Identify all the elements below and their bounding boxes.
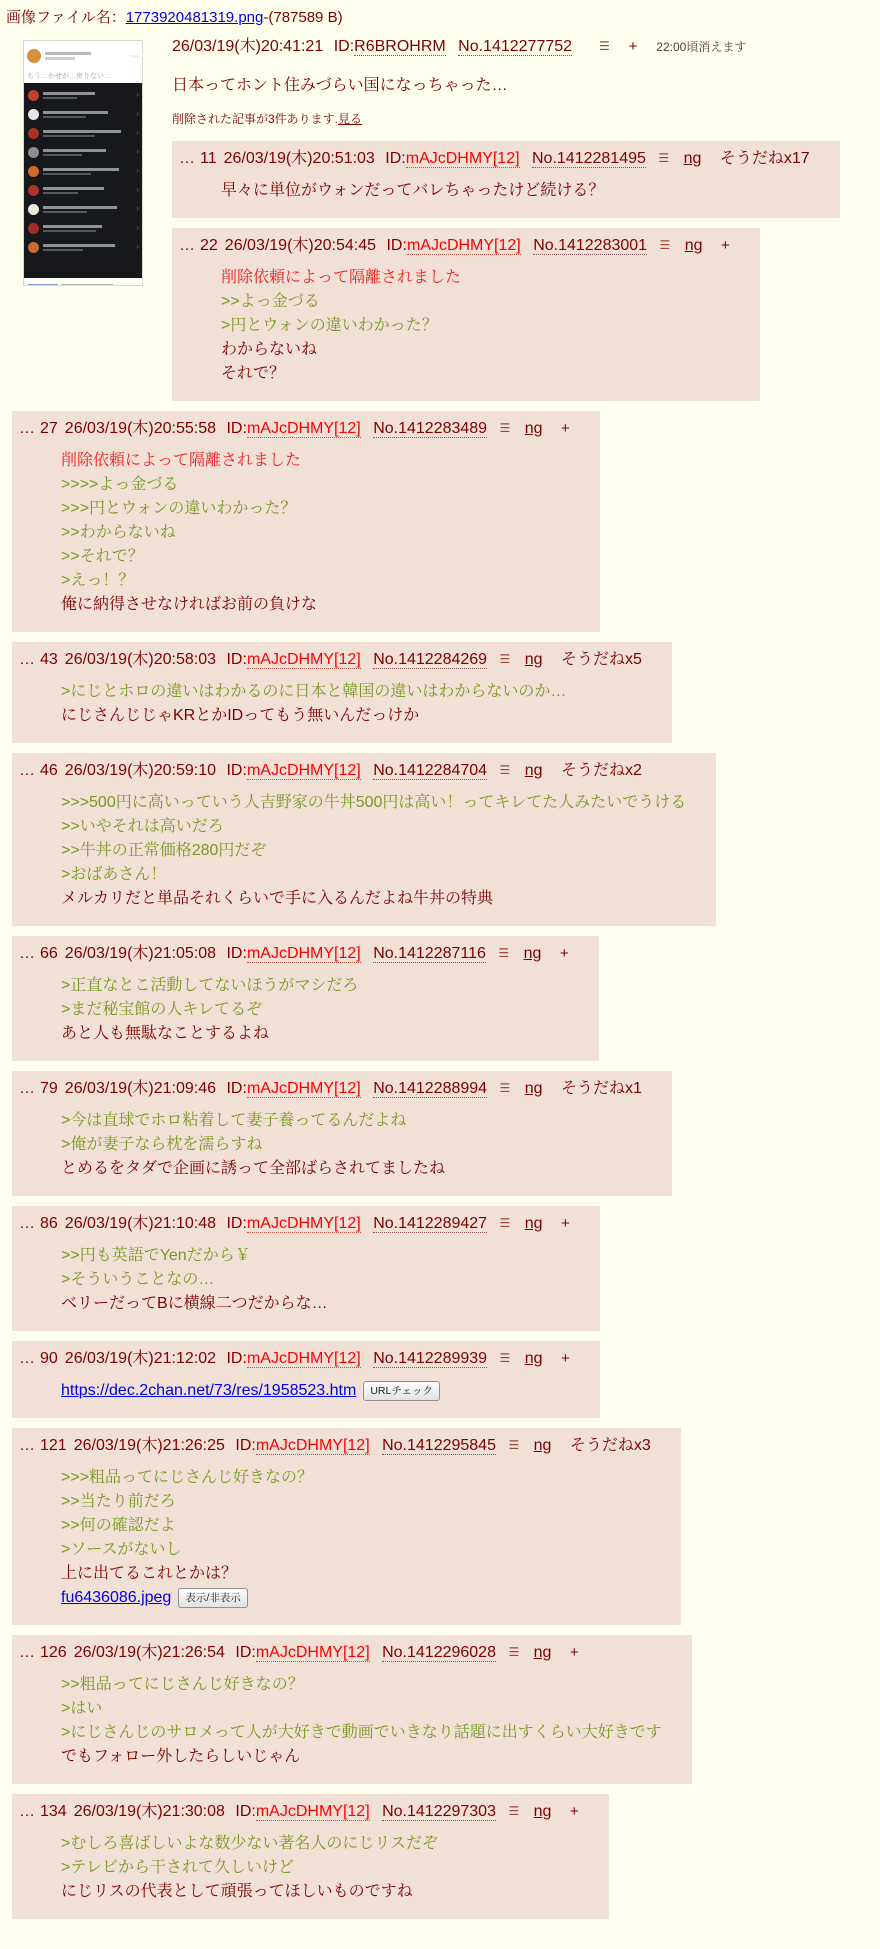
menu-list-icon[interactable]: ☰ [499,1081,511,1095]
deletion-alert-line: 削除依頼によって隔離されました [61,452,302,469]
reply-body [61,1466,651,1610]
menu-list-icon[interactable]: ☰ [499,1351,511,1365]
reply-body [61,974,569,1046]
op-header [172,35,874,58]
reply-marker: … [19,1644,35,1661]
menu-list-icon[interactable]: ☰ [598,39,610,53]
op-no-link[interactable]: No.1412277752 [458,38,573,55]
channel-avatar [28,90,39,101]
post-text-line: 俺に納得させなければお前の負けな [61,596,318,613]
greentext-line: >>何の確認だよ [61,1517,176,1534]
plus-button[interactable]: + [561,420,570,437]
greentext-line: >>当たり前だろ [61,1493,176,1510]
reply-no-link[interactable]: No.1412289427 [373,1215,488,1232]
reply-number: 90 [40,1350,58,1367]
greentext-line: >おばあさん！ [61,866,167,883]
reply-post [12,642,672,743]
image-filename-label: 画像ファイル名： [6,9,126,26]
ng-link[interactable]: ng [524,1350,543,1367]
reply-id[interactable]: ID:mAJcDHMY[12] [226,1080,361,1097]
post-link[interactable]: fu6436086.jpeg [61,1589,172,1606]
reply-marker: … [19,1803,35,1820]
reply-id[interactable]: ID:mAJcDHMY[12] [226,945,361,962]
post-link[interactable]: https://dec.2chan.net/73/res/1958523.htm [61,1382,357,1399]
menu-list-icon[interactable]: ☰ [508,1804,520,1818]
channel-avatar [28,109,39,120]
show-deleted-link[interactable]: 見る [338,112,363,126]
sodane-count[interactable]: そうだねx17 [719,150,810,167]
reply-body [221,266,730,386]
reply-header [179,148,810,169]
menu-list-icon[interactable]: ☰ [499,1216,511,1230]
ng-link[interactable]: ng [523,945,542,962]
reply-post [12,1071,672,1196]
greentext-line: >>>粗品ってにじさんじ好きなの？ [61,1469,314,1486]
ng-link[interactable]: ng [524,651,543,668]
reply-body [61,1673,662,1769]
greentext-line: >>>円とウォンの違いわかった？ [61,500,297,517]
reply-number: 134 [40,1803,67,1820]
post-text-line: わからないね [221,341,318,358]
avatar [27,49,41,63]
greentext-line: >円とウォンの違いわかった？ [221,317,438,334]
reply-marker: … [19,945,35,962]
greentext-line: >まだ秘宝館の人キレてるぞ [61,1001,263,1018]
link-line [61,1379,570,1403]
op-body-text: 日本ってホント住みづらい国になっちゃった… [172,77,508,94]
reply-post [172,141,840,218]
reply-number: 121 [40,1437,67,1454]
reply-post [172,228,760,401]
reply-number: 27 [40,420,58,437]
reply-post [12,1428,681,1625]
replies [4,141,874,1919]
reply-body [61,791,686,911]
post-text-line: あと人も無駄なことするよね [61,1025,270,1042]
reply-date: 26/03/19(木)21:05:08 [64,945,217,962]
expire-time-text: 22:00頃消えます [656,40,747,54]
reply-marker: … [19,1215,35,1232]
menu-list-icon[interactable]: ☰ [508,1438,520,1452]
reply-body [61,1244,570,1316]
reply-marker: … [19,762,35,779]
thumbnail-channel-row [24,219,142,238]
thumbnail-name-lines [45,50,130,62]
reply-marker: … [19,1080,35,1097]
thread-image-thumbnail[interactable] [24,41,142,285]
reply-date: 26/03/19(木)21:09:46 [64,1080,217,1097]
greentext-line: >>わからないね [61,524,176,541]
reply-marker: … [179,237,195,254]
plus-button[interactable]: + [569,1803,579,1820]
plus-button[interactable]: + [559,945,569,962]
image-filename-link[interactable]: 1773920481319.png [125,9,264,26]
greentext-line: >>よっ金づる [221,293,320,310]
reply-header [19,1435,651,1456]
menu-list-icon[interactable]: ☰ [499,652,511,666]
plus-button[interactable]: + [561,1215,570,1232]
image-filename-line [6,6,874,27]
thumbnail-footer [24,278,142,285]
sodane-count[interactable]: そうだねx2 [561,762,642,779]
post-text-line: ベリーだってBに横線二つだからな… [61,1295,328,1312]
post-text-line: にじさんじじゃKRとかIDってもう無いんだっけか [61,707,420,724]
plus-button[interactable]: + [721,237,730,254]
ng-link[interactable]: ng [524,1215,543,1232]
reply-header [19,1801,579,1822]
greentext-line: >にじとホロの違いはわかるのに日本と韓国の違いはわからないのか… [61,683,567,700]
reply-date: 26/03/19(木)21:26:25 [73,1437,225,1454]
greentext-line: >>>>よっ金づる [61,476,179,493]
channel-avatar [28,242,39,253]
sodane-count[interactable]: そうだねx1 [561,1080,642,1097]
more-icon: ⋯ [130,50,139,61]
plus-button[interactable]: + [628,38,638,55]
reply-no-link[interactable]: No.1412281495 [532,150,646,167]
greentext-line: >にじさんじのサロメって人が大好きで動画でいきなり話題に出すくらい大好きです [61,1724,662,1741]
reply-header [19,1078,642,1099]
reply-id[interactable]: ID:mAJcDHMY[12] [386,237,521,254]
reply-date: 26/03/19(木)20:51:03 [223,150,375,167]
reply-body [61,449,570,617]
reply-body [61,680,642,728]
reply-header [19,760,686,781]
thumbnail-channel-list [24,83,142,278]
reply-no-link[interactable]: No.1412296028 [382,1644,496,1661]
reply-no-link[interactable]: No.1412284269 [373,651,488,668]
greentext-line: >正直なとこ活動してないほうがマシだろ [61,977,359,994]
greentext-line: >ソースがないし [61,1541,182,1558]
greentext-line: >>牛丼の正常価格280円だぞ [61,842,267,859]
reply-post [12,1341,600,1418]
reply-no-link[interactable]: No.1412287116 [373,945,486,962]
ng-link[interactable]: ng [684,237,703,254]
ng-link[interactable]: ng [524,762,543,779]
reply-post [12,1635,692,1784]
post-text-line: とめるをタダで企画に誘って全部ばらされてましたね [61,1160,446,1177]
deletion-alert-line: 削除依頼によって隔離されました [221,269,462,286]
reply-header [179,235,730,256]
post-text-line: 上に出てるこれとかは？ [61,1565,238,1582]
thumbnail-channel-row [24,162,142,181]
reply-id[interactable]: ID:mAJcDHMY[12] [226,1215,361,1232]
greentext-line: >>それで？ [61,548,144,565]
channel-avatar [28,204,39,215]
reply-header [19,1213,570,1234]
thumbnail-channel-row [24,124,142,143]
reply-body [221,179,810,203]
ng-link[interactable]: ng [533,1437,552,1454]
thumbnail-channel-row [24,143,142,162]
menu-list-icon[interactable]: ☰ [508,1645,520,1659]
reply-id[interactable]: ID:mAJcDHMY[12] [235,1644,370,1661]
greentext-line: >>いやそれは高いだろ [61,818,224,835]
post-text-line: にじリスの代表として頑張ってほしいものですね [61,1883,413,1900]
post-text-line: でもフォロー外したらしいじゃん [61,1748,301,1765]
channel-avatar [28,147,39,158]
image-filesize: -(787589 B) [263,9,343,26]
deleted-posts-notice: 削除された記事が3件あります.見る [172,112,363,126]
reply-post [12,411,600,632]
reply-date: 26/03/19(木)21:12:02 [64,1350,217,1367]
reply-no-link[interactable]: No.1412283489 [373,420,488,437]
reply-number: 86 [40,1215,58,1232]
reply-post [12,753,716,926]
thumbnail-caption: もう…かせが…戻りない… [24,71,142,83]
reply-id[interactable]: ID:mAJcDHMY[12] [385,150,520,167]
ng-link[interactable]: ng [524,420,543,437]
reply-number: 11 [200,150,217,167]
original-post [4,35,874,127]
reply-date: 26/03/19(木)21:10:48 [64,1215,217,1232]
reply-date: 26/03/19(木)20:59:10 [64,762,217,779]
reply-id[interactable]: ID:mAJcDHMY[12] [235,1437,370,1454]
reply-date: 26/03/19(木)21:26:54 [73,1644,225,1661]
greentext-line: >今は直球でホロ粘着して妻子養ってるんだよね [61,1112,407,1129]
reply-header [19,1642,662,1663]
greentext-line: >>>500円に高いっていう人吉野家の牛丼500円は高い！ってキレてた人みたいでうける [61,794,687,811]
ng-link[interactable]: ng [533,1644,552,1661]
reply-id[interactable]: ID:mAJcDHMY[12] [226,762,361,779]
reply-no-link[interactable]: No.1412295845 [382,1437,496,1454]
reply-id[interactable]: ID:mAJcDHMY[12] [226,651,361,668]
reply-marker: … [19,651,35,668]
greentext-line: >はい [61,1700,103,1717]
sodane-count[interactable]: そうだねx3 [569,1437,651,1454]
url-check-button[interactable]: URLチェック [363,1381,440,1401]
reply-number: 79 [40,1080,58,1097]
reply-number: 46 [40,762,58,779]
reply-body [61,1832,579,1904]
reply-number: 43 [40,651,58,668]
reply-date: 26/03/19(木)20:55:58 [64,420,217,437]
reply-no-link[interactable]: No.1412289939 [373,1350,488,1367]
reply-id[interactable]: ID:mAJcDHMY[12] [226,1350,361,1367]
reply-post [12,1206,600,1331]
reply-post [12,936,599,1061]
op-id[interactable]: ID:R6BROHRM [333,38,446,55]
reply-marker: … [19,1437,35,1454]
reply-id[interactable]: ID:mAJcDHMY[12] [226,420,361,437]
channel-avatar [28,166,39,177]
plus-button[interactable]: + [569,1644,579,1661]
thumbnail-channel-row [24,200,142,219]
sodane-count[interactable]: そうだねx5 [561,651,642,668]
menu-list-icon[interactable]: ☰ [658,151,670,165]
reply-number: 22 [200,237,218,254]
reply-header [19,1348,570,1369]
op-date: 26/03/19(木)20:41:21 [172,38,324,55]
post-text-line: 早々に単位がウォンだってバレちゃったけど続ける？ [221,182,605,199]
reply-date: 26/03/19(木)20:54:45 [224,237,377,254]
reply-number: 126 [40,1644,67,1661]
reply-header [19,418,570,439]
reply-body [61,1109,642,1181]
ng-link[interactable]: ng [533,1803,552,1820]
reply-marker: … [179,150,195,167]
thumbnail-channel-row [24,238,142,257]
ng-link[interactable]: ng [524,1080,543,1097]
menu-list-icon[interactable]: ☰ [498,946,510,960]
reply-date: 26/03/19(木)20:58:03 [64,651,217,668]
greentext-line: >>円も英語でYenだから￥ [61,1247,251,1264]
reply-no-link[interactable]: No.1412288994 [373,1080,488,1097]
reply-no-link[interactable]: No.1412297303 [382,1803,496,1820]
channel-avatar [28,223,39,234]
menu-list-icon[interactable]: ☰ [499,421,511,435]
reply-number: 66 [40,945,58,962]
reply-date: 26/03/19(木)21:30:08 [73,1803,225,1820]
menu-list-icon[interactable]: ☰ [659,238,671,252]
plus-button[interactable]: + [561,1350,570,1367]
toggle-image-button[interactable]: 表示/非表示 [178,1588,247,1608]
reply-no-link[interactable]: No.1412284704 [373,762,488,779]
greentext-line: >テレビから干されて久しいけど [61,1859,295,1876]
reply-body [61,1379,570,1403]
reply-post [12,1794,609,1919]
channel-avatar [28,128,39,139]
reply-header [19,649,642,670]
greentext-line: >俺が妻子なら枕を濡らすね [61,1136,263,1153]
greentext-line: >>粗品ってにじさんじ好きなの？ [61,1676,304,1693]
thumbnail-channel-row [24,86,142,105]
reply-header [19,943,569,964]
link-line [61,1586,651,1610]
thumbnail-channel-row [24,181,142,200]
channel-avatar [28,185,39,196]
greentext-line: >むしろ喜ばしいよな数少ない著名人のにじリスだぞ [61,1835,439,1852]
greentext-line: >えっ！？ [61,572,135,589]
reply-marker: … [19,1350,35,1367]
post-text-line: メルカリだと単品それくらいで手に入るんだよね牛丼の特典 [61,890,494,907]
reply-no-link[interactable]: No.1412283001 [533,237,648,254]
thumbnail-channel-row [24,105,142,124]
ng-link[interactable]: ng [683,150,702,167]
reply-id[interactable]: ID:mAJcDHMY[12] [235,1803,370,1820]
post-text-line: それで？ [221,365,286,382]
reply-marker: … [19,420,35,437]
greentext-line: >そういうことなの… [61,1271,215,1288]
thumbnail-tweet-header [24,41,142,71]
menu-list-icon[interactable]: ☰ [499,763,511,777]
